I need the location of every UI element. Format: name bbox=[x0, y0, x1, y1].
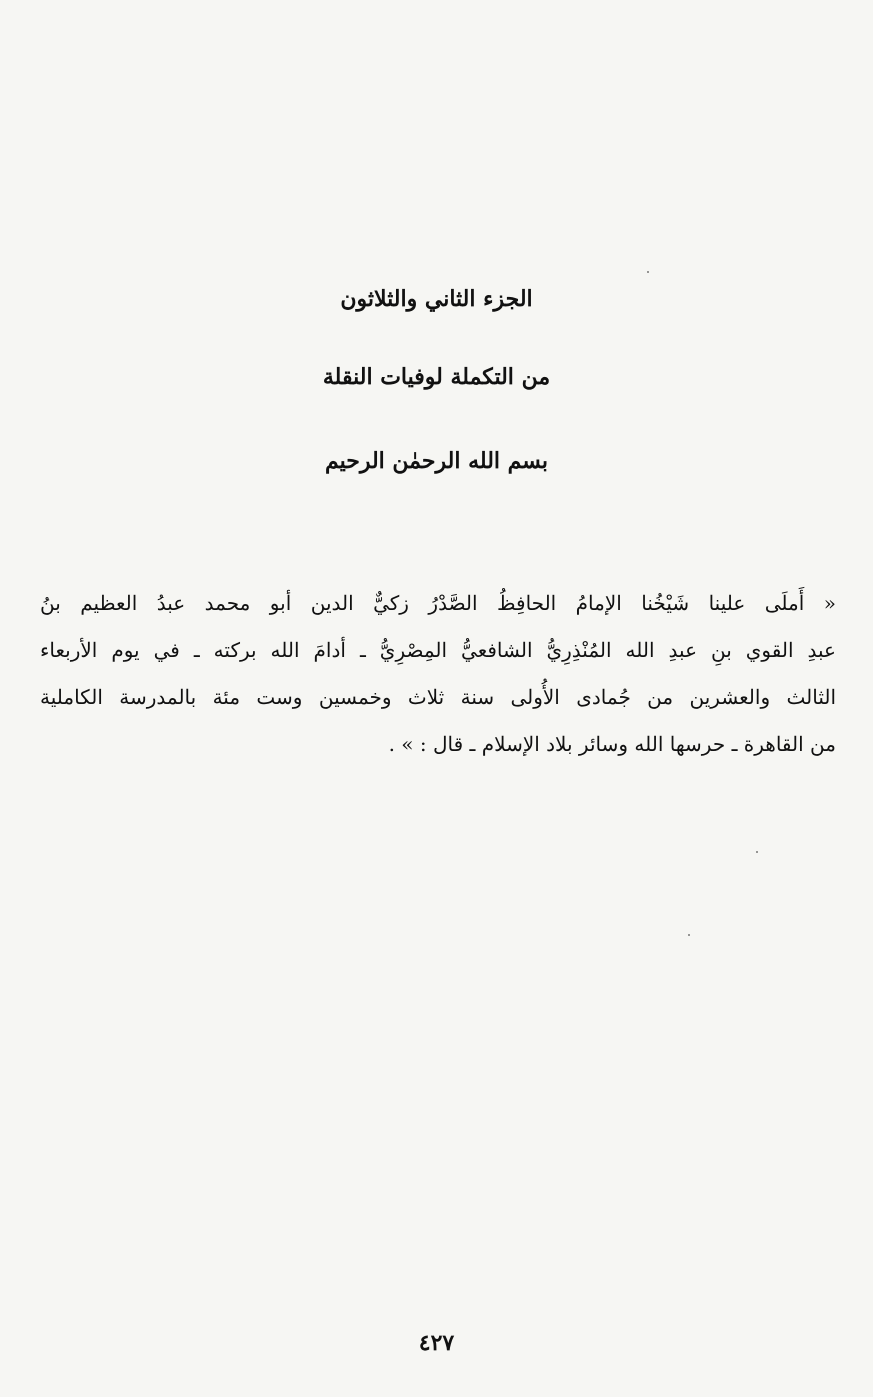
page-number: ٤٢٧ bbox=[418, 1330, 455, 1356]
basmala: بسم الله الرحمٰن الرحيم bbox=[324, 448, 549, 474]
scan-speck bbox=[647, 271, 649, 273]
scan-speck bbox=[688, 934, 690, 936]
body-line-last: من القاهرة ـ حرسها الله وسائر بلاد الإسلام ـ قال : » . bbox=[388, 732, 836, 756]
book-title: من التكملة لوفيات النقلة bbox=[322, 364, 551, 390]
body-paragraph bbox=[40, 580, 836, 768]
volume-title: الجزء الثاني والثلاثون bbox=[340, 286, 533, 312]
scan-speck bbox=[756, 851, 758, 853]
body-line: « أَملَى علينا شَيْخُنا الإمامُ الحافِظُ الصَّدْرُ زكيٌّ الدين أبو محمد عبدُ العظيم بنُ bbox=[40, 591, 836, 615]
body-line: عبدِ القوي بنِ عبدِ الله المُنْذِرِيُّ الشافعيُّ المِصْرِيُّ ـ أدامَ الله بركته ـ في يوم الأربعاء bbox=[40, 638, 836, 662]
body-line: الثالث والعشرين من جُمادى الأُولى سنة ثلاث وخمسين وست مئة بالمدرسة الكاملية bbox=[40, 685, 836, 709]
